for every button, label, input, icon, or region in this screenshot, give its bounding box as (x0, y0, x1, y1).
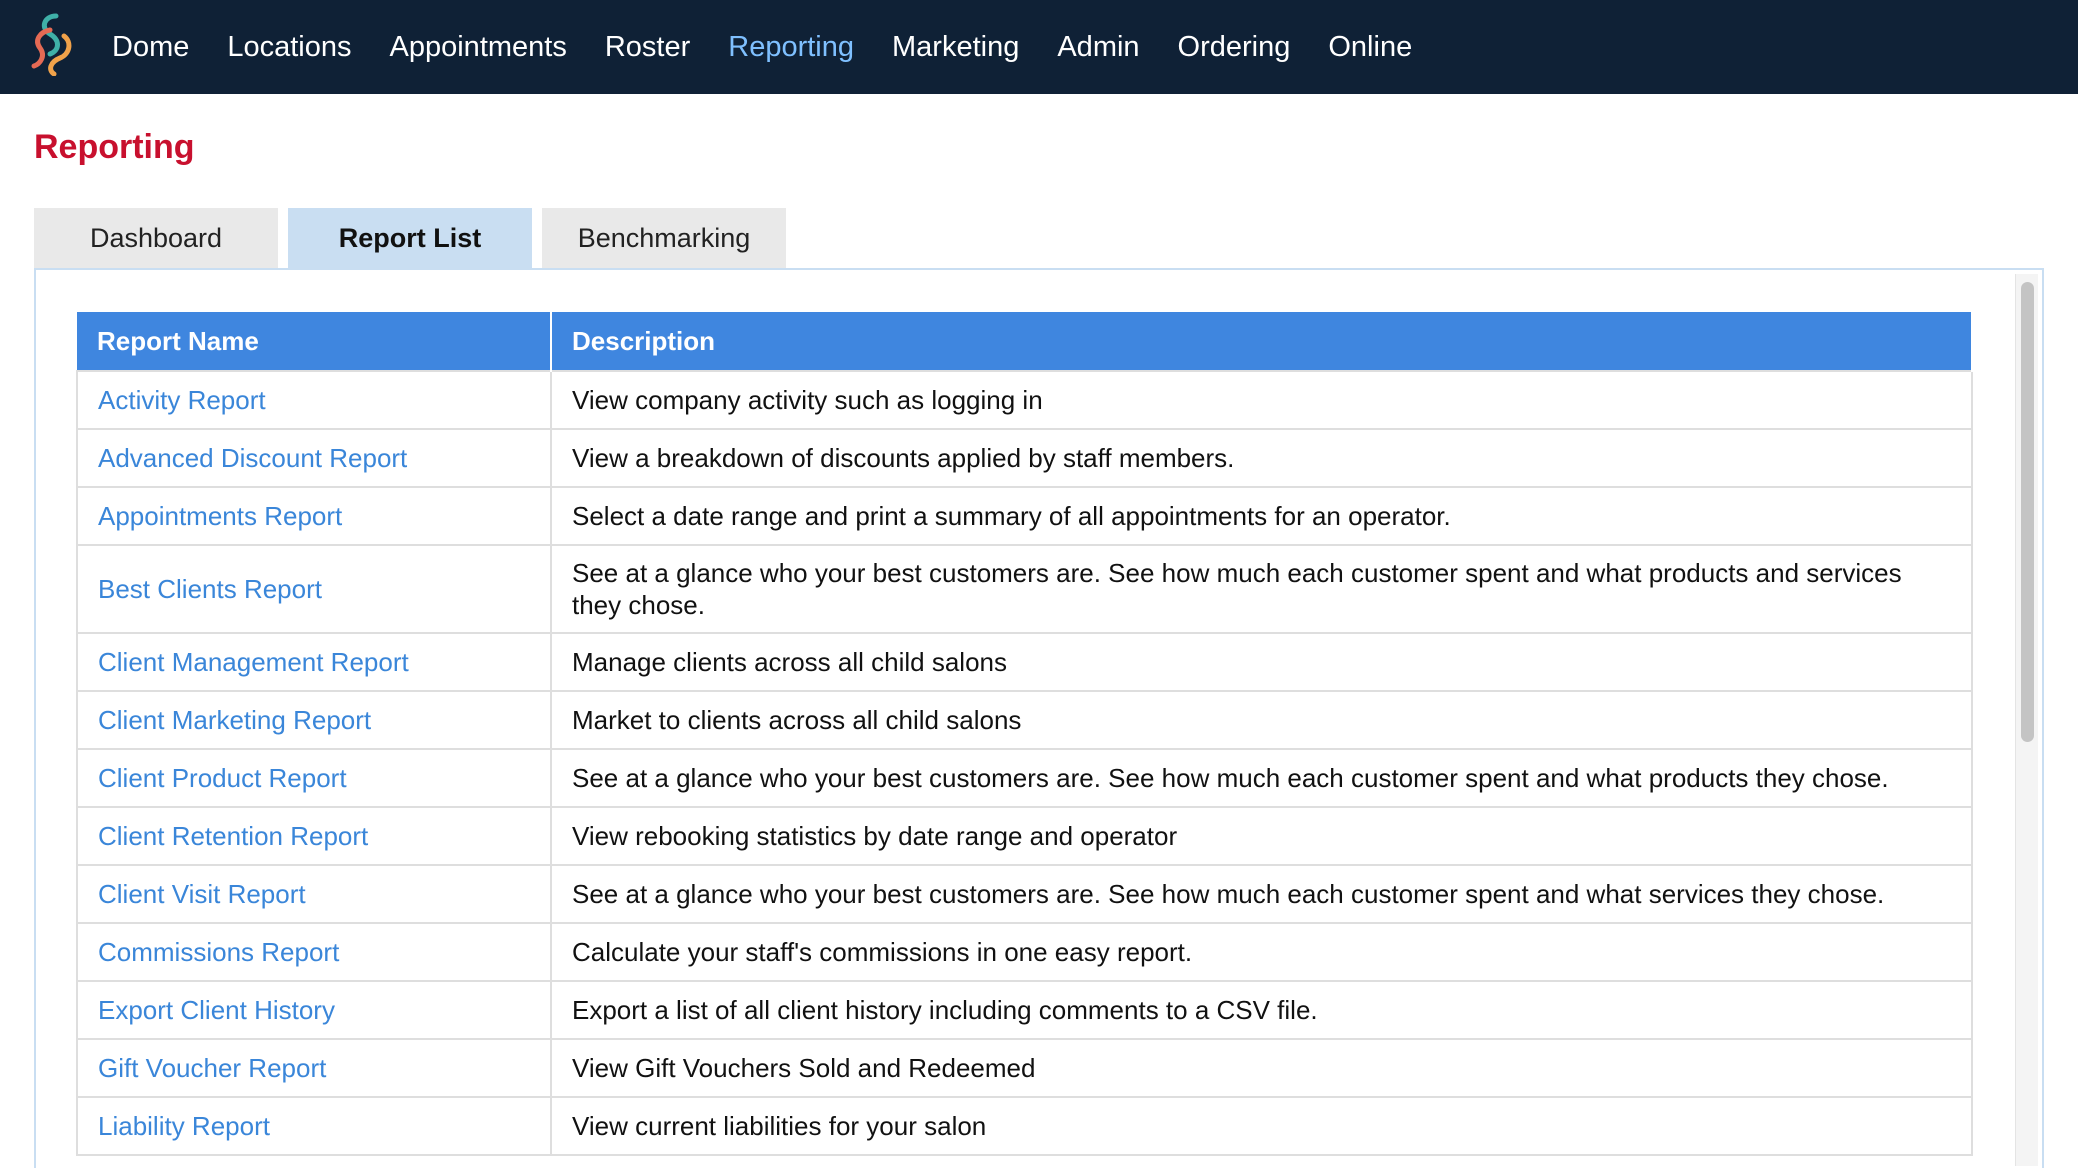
main-menu (112, 0, 1450, 94)
report-description: Calculate your staff's commissions in one easy report. (551, 923, 1972, 981)
report-name-link[interactable]: Client Marketing Report (77, 691, 551, 749)
table-row (77, 691, 1972, 749)
report-name-link[interactable]: Client Product Report (77, 749, 551, 807)
nav-item-dome[interactable]: Dome (112, 30, 190, 63)
nav-item-ordering[interactable]: Ordering (1177, 30, 1291, 63)
report-description: Manage clients across all child salons (551, 633, 1972, 691)
report-description: View a breakdown of discounts applied by staff members. (551, 429, 1972, 487)
report-tabs (34, 208, 796, 268)
report-name-link[interactable]: Commissions Report (77, 923, 551, 981)
nav-item-online[interactable]: Online (1328, 30, 1413, 63)
nav-item-appointments[interactable]: Appointments (389, 30, 567, 63)
nav-item-reporting[interactable]: Reporting (728, 30, 855, 63)
report-description: Select a date range and print a summary of all appointments for an operator. (551, 487, 1972, 545)
tab-dashboard[interactable]: Dashboard (34, 208, 278, 268)
page-title: Reporting (34, 128, 195, 166)
nav-item-admin[interactable]: Admin (1057, 30, 1140, 63)
report-name-link[interactable]: Advanced Discount Report (77, 429, 551, 487)
table-row (77, 749, 1972, 807)
column-header-report-name[interactable]: Report Name (77, 312, 551, 371)
report-description: See at a glance who your best customers are. See how much each customer spent and what products and services they chose. (551, 545, 1972, 633)
table-row (77, 633, 1972, 691)
report-name-link[interactable]: Appointments Report (77, 487, 551, 545)
report-description: View company activity such as logging in (551, 371, 1972, 429)
table-row (77, 545, 1972, 633)
column-header-description[interactable]: Description (551, 312, 1972, 371)
report-description: See at a glance who your best customers are. See how much each customer spent and what products they chose. (551, 749, 1972, 807)
report-description: View rebooking statistics by date range and operator (551, 807, 1972, 865)
report-name-link[interactable]: Best Clients Report (77, 545, 551, 633)
table-row (77, 1097, 1972, 1155)
scrollbar-thumb[interactable] (2021, 282, 2034, 742)
nav-item-locations[interactable]: Locations (227, 30, 352, 63)
swirl-logo-icon[interactable] (26, 10, 80, 76)
report-name-link[interactable]: Liability Report (77, 1097, 551, 1155)
nav-item-roster[interactable]: Roster (604, 30, 691, 63)
table-header-row (77, 312, 1972, 371)
table-row (77, 923, 1972, 981)
report-name-link[interactable]: Activity Report (77, 371, 551, 429)
report-list-panel (34, 268, 2044, 1168)
top-navigation-bar (0, 0, 2078, 94)
table-row (77, 807, 1972, 865)
tab-report-list[interactable]: Report List (288, 208, 532, 268)
report-name-link[interactable]: Client Retention Report (77, 807, 551, 865)
nav-item-marketing[interactable]: Marketing (892, 30, 1020, 63)
table-row (77, 1039, 1972, 1097)
report-description: Export a list of all client history including comments to a CSV file. (551, 981, 1972, 1039)
report-name-link[interactable]: Gift Voucher Report (77, 1039, 551, 1097)
report-name-link[interactable]: Client Visit Report (77, 865, 551, 923)
table-row (77, 371, 1972, 429)
table-row (77, 865, 1972, 923)
table-row (77, 981, 1972, 1039)
tab-benchmarking[interactable]: Benchmarking (542, 208, 786, 268)
report-name-link[interactable]: Export Client History (77, 981, 551, 1039)
report-description: View current liabilities for your salon (551, 1097, 1972, 1155)
report-name-link[interactable]: Client Management Report (77, 633, 551, 691)
report-description: View Gift Vouchers Sold and Redeemed (551, 1039, 1972, 1097)
vertical-scrollbar[interactable] (2015, 274, 2038, 1166)
table-row (77, 487, 1972, 545)
table-row (77, 429, 1972, 487)
report-table (76, 312, 1973, 1156)
report-description: Market to clients across all child salons (551, 691, 1972, 749)
report-description: See at a glance who your best customers are. See how much each customer spent and what services they chose. (551, 865, 1972, 923)
